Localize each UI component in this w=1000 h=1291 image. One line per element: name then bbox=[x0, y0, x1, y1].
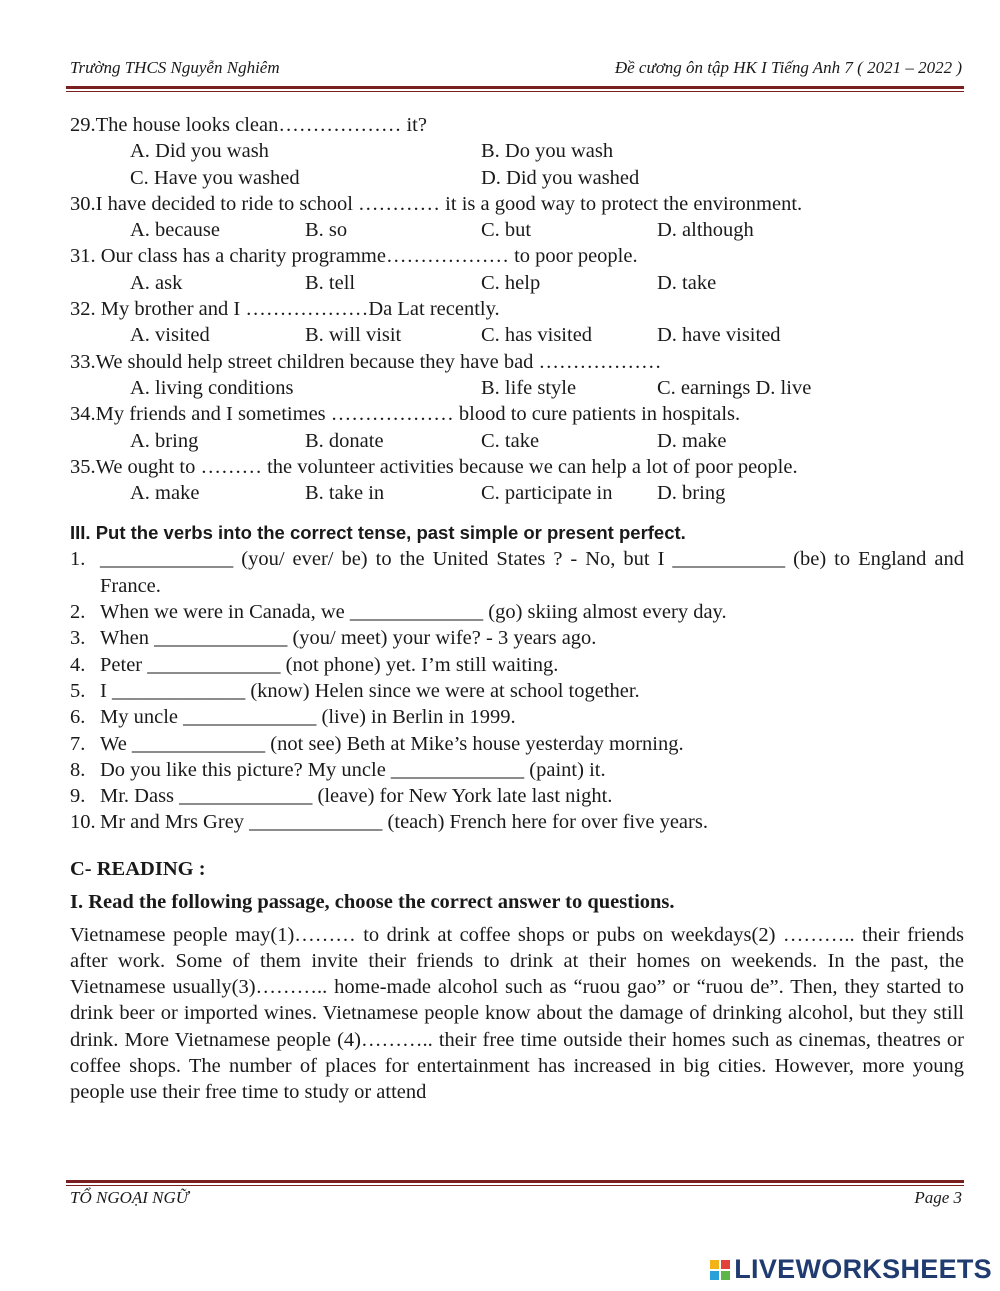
answer-option[interactable]: B. tell bbox=[305, 271, 356, 294]
answer-option[interactable]: B. Do you wash bbox=[481, 140, 614, 163]
exercise-item bbox=[70, 704, 964, 730]
answer-option[interactable]: B. so bbox=[305, 219, 348, 242]
answer-option[interactable]: A. make bbox=[130, 482, 200, 505]
item-text[interactable]: Do you like this picture? My uncle _____________ (paint) it. bbox=[100, 758, 606, 781]
answer-options bbox=[70, 217, 964, 243]
answer-option[interactable]: C. has visited bbox=[481, 324, 593, 347]
answer-option[interactable]: D. bring bbox=[657, 482, 726, 505]
question-stem: 35.We ought to ……… the volunteer activities because we can help a lot of poor people. bbox=[70, 455, 798, 478]
question-stem: 33.We should help street children because they have bad ……………… bbox=[70, 350, 662, 373]
item-text[interactable]: When we were in Canada, we _____________ (go) skiing almost every day. bbox=[100, 601, 727, 624]
answer-options bbox=[70, 138, 964, 164]
exercise-item bbox=[70, 652, 964, 678]
answer-options bbox=[70, 480, 964, 506]
answer-options bbox=[70, 375, 964, 401]
answer-option[interactable]: D. have visited bbox=[657, 324, 781, 347]
reading-heading: C- READING : bbox=[70, 857, 206, 880]
verb-tense-section bbox=[70, 546, 964, 835]
reading-passage: Vietnamese people may(1)……… to drink at coffee shops or pubs on weekdays(2) ……….. their friends after work. Some of them invite their friends to drink at their homes on weekends. In the past, the Vietnamese usually(3)……….. home-made alcohol such as “ruou gao” or “ruou de”. Then, they started to drink beer or imported wines. Vietnamese people know about the damage of drinking alcohol, but they still drink. More Vietnamese people (4)……….. their free time outside their homes such as cinemas, theatres or coffee shops. The number of places for entertainment has increased in big cities. However, more young people use their free time to study or attend bbox=[70, 923, 964, 1103]
answer-options bbox=[70, 428, 964, 454]
exercise-item bbox=[70, 546, 964, 599]
logo-block-yellow bbox=[710, 1260, 719, 1269]
item-number: 8. bbox=[70, 758, 86, 781]
answer-option[interactable]: C. take bbox=[481, 429, 540, 452]
item-text[interactable]: I _____________ (know) Helen since we were at school together. bbox=[100, 679, 640, 702]
logo-text: LIVEWORKSHEETS bbox=[734, 1254, 992, 1284]
footer-rule bbox=[66, 1180, 964, 1183]
header-rule-thin bbox=[66, 91, 964, 92]
answer-option[interactable]: C. Have you washed bbox=[130, 166, 300, 189]
department-name: TỔ NGOẠI NGỮ bbox=[70, 1188, 189, 1207]
item-number: 3. bbox=[70, 627, 86, 650]
exercise-item bbox=[70, 783, 964, 809]
question-stem: 31. Our class has a charity programme……………… to poor people. bbox=[70, 245, 638, 268]
answer-option[interactable]: A. ask bbox=[130, 271, 183, 294]
answer-option[interactable]: C. earnings D. live bbox=[657, 376, 812, 399]
answer-option[interactable]: A. Did you wash bbox=[130, 140, 269, 163]
exercise-item bbox=[70, 678, 964, 704]
answer-option[interactable]: C. participate in bbox=[481, 482, 613, 505]
logo-block-red bbox=[721, 1260, 730, 1269]
answer-option[interactable]: D. Did you washed bbox=[481, 166, 640, 189]
page-content bbox=[70, 112, 964, 1105]
answer-option[interactable]: B. life style bbox=[481, 376, 577, 399]
answer-option[interactable]: B. will visit bbox=[305, 324, 402, 347]
item-number: 4. bbox=[70, 653, 86, 676]
document-title: Đề cương ôn tập HK I Tiếng Anh 7 ( 2021 – 2022 ) bbox=[614, 58, 962, 77]
answer-option[interactable]: B. take in bbox=[305, 482, 385, 505]
header-rule bbox=[66, 86, 964, 89]
item-text[interactable]: Peter _____________ (not phone) yet. I’m still waiting. bbox=[100, 653, 559, 676]
answer-option[interactable]: D. although bbox=[657, 219, 754, 242]
answer-option[interactable]: A. bring bbox=[130, 429, 199, 452]
item-text[interactable]: Mr and Mrs Grey _____________ (teach) French here for over five years. bbox=[100, 811, 708, 834]
footer-rule-thin bbox=[66, 1185, 964, 1186]
answer-options bbox=[70, 165, 964, 191]
answer-options bbox=[70, 270, 964, 296]
answer-option[interactable]: A. because bbox=[130, 219, 220, 242]
exercise-item bbox=[70, 731, 964, 757]
question-stem: 32. My brother and I ………………Da Lat recently. bbox=[70, 298, 500, 321]
section-title: III. Put the verbs into the correct tense, past simple or present perfect. bbox=[70, 522, 686, 544]
logo-icon bbox=[710, 1260, 730, 1280]
item-number: 5. bbox=[70, 679, 86, 702]
question-stem: 30.I have decided to ride to school ………… it is a good way to protect the environment. bbox=[70, 192, 803, 215]
question-stem: 29.The house looks clean……………… it? bbox=[70, 114, 427, 136]
answer-option[interactable]: A. visited bbox=[130, 324, 210, 347]
answer-option[interactable]: D. make bbox=[657, 429, 727, 452]
item-number: 1. bbox=[70, 548, 86, 571]
item-text[interactable]: My uncle _____________ (live) in Berlin in 1999. bbox=[100, 706, 516, 729]
answer-option[interactable]: C. help bbox=[481, 271, 541, 294]
item-text[interactable]: When _____________ (you/ meet) your wife? - 3 years ago. bbox=[100, 627, 597, 650]
answer-option[interactable]: B. donate bbox=[305, 429, 384, 452]
exercise-item bbox=[70, 599, 964, 625]
answer-option[interactable]: D. take bbox=[657, 271, 717, 294]
page-number: Page 3 bbox=[914, 1188, 962, 1207]
item-text[interactable]: _____________ (you/ ever/ be) to the United States ? - No, but I ___________ (be) to England and France. bbox=[100, 548, 964, 597]
item-text[interactable]: Mr. Dass _____________ (leave) for New York late last night. bbox=[100, 785, 613, 808]
answer-option[interactable]: A. living conditions bbox=[130, 376, 294, 399]
page-footer bbox=[70, 1188, 962, 1208]
answer-options bbox=[70, 322, 964, 348]
question-stem: 34.My friends and I sometimes ……………… blood to cure patients in hospitals. bbox=[70, 403, 741, 426]
logo-block-green bbox=[721, 1271, 730, 1280]
logo-block-blue bbox=[710, 1271, 719, 1280]
page-header bbox=[70, 58, 962, 78]
exercise-item bbox=[70, 757, 964, 783]
exercise-item bbox=[70, 625, 964, 651]
liveworksheets-logo[interactable] bbox=[710, 1254, 992, 1285]
exercise-item bbox=[70, 809, 964, 835]
item-number: 2. bbox=[70, 601, 86, 624]
reading-instruction: I. Read the following passage, choose the correct answer to questions. bbox=[70, 890, 675, 913]
item-number: 6. bbox=[70, 706, 86, 729]
answer-option[interactable]: C. but bbox=[481, 219, 532, 242]
school-name: Trường THCS Nguyễn Nghiêm bbox=[70, 58, 280, 77]
item-number: 10. bbox=[70, 811, 96, 834]
item-number: 9. bbox=[70, 785, 86, 808]
item-text[interactable]: We _____________ (not see) Beth at Mike’s house yesterday morning. bbox=[100, 732, 684, 755]
item-number: 7. bbox=[70, 732, 86, 755]
multiple-choice-section bbox=[70, 112, 964, 506]
